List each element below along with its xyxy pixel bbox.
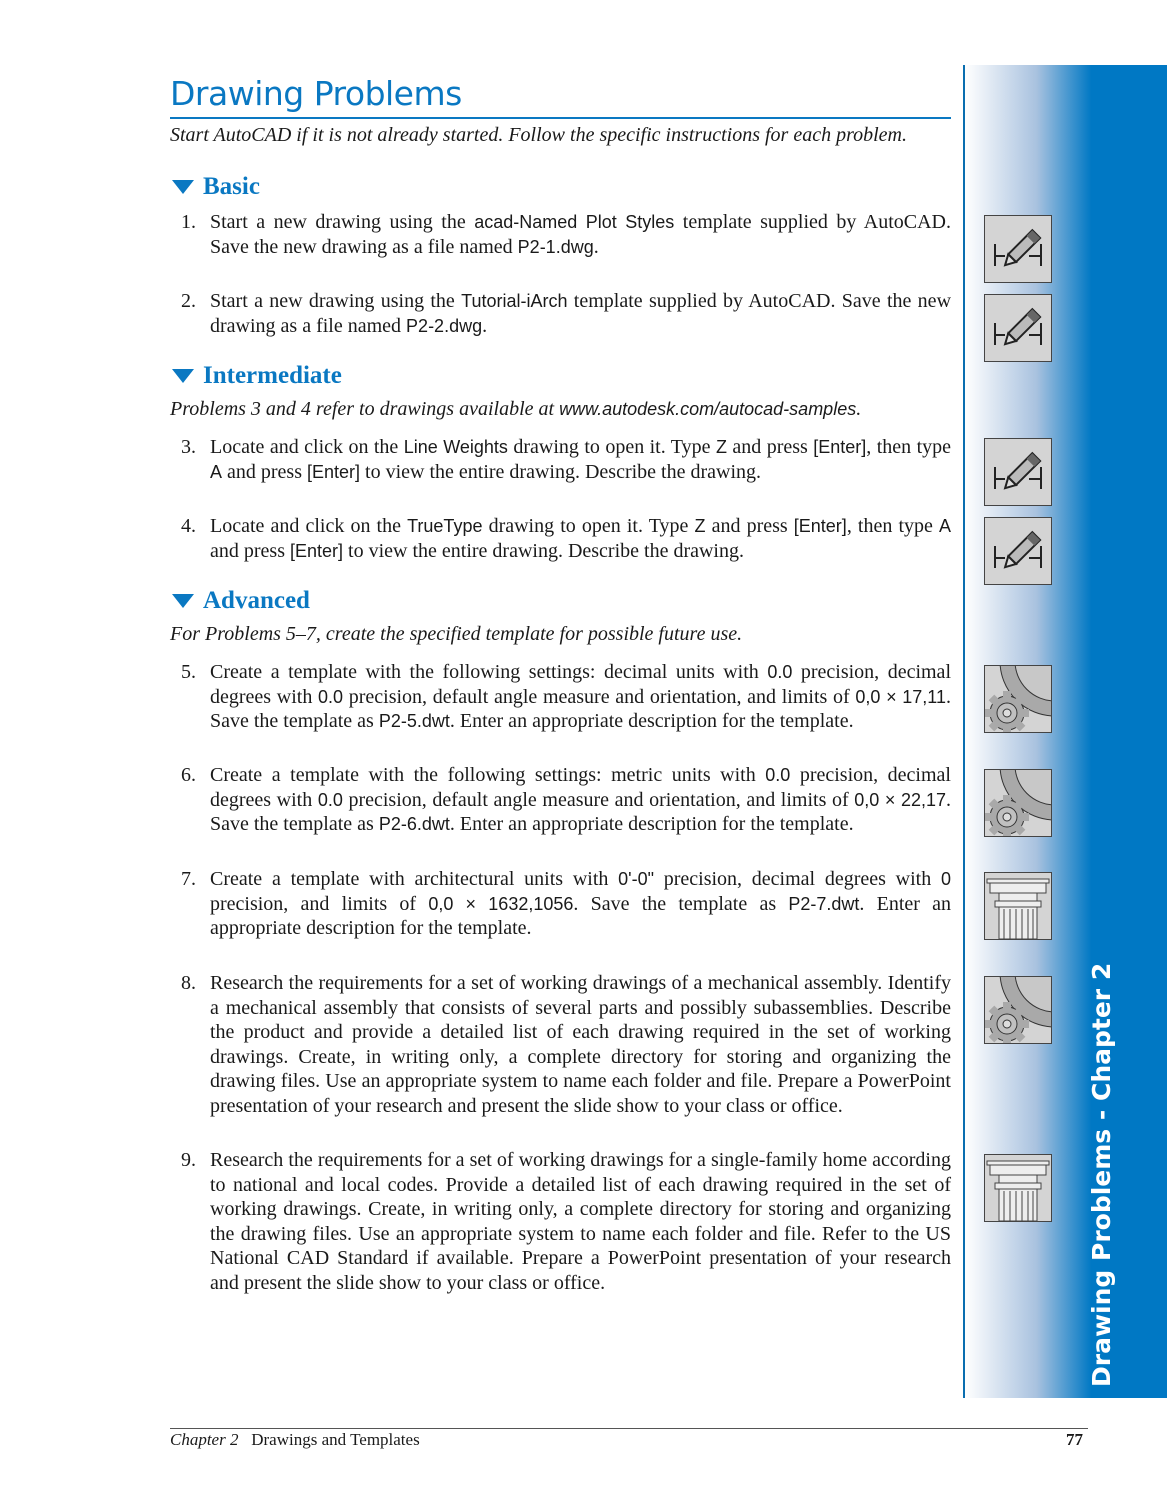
problem-item [181, 210, 951, 259]
text-run: . Save the template as [573, 892, 789, 915]
text-run: Research the requirements for a set of working drawings for a single-family home according to national and local codes. Provide a detailed list of each drawing required in the set of working drawings. Create, in writing only, a complete directory for storing and organizing the drawing files. Use an appropriate system to name each folder and file. Refer to the US National CAD Standard if available. Prepare a PowerPoint presentation of your research and present the slide show to your class or office. [210, 1149, 951, 1294]
text-run: precision, decimal degrees with [210, 764, 951, 811]
item-number: 5. [181, 661, 196, 683]
item-number: 1. [181, 211, 196, 233]
gears-icon [984, 769, 1052, 837]
pencil-dimension-icon [984, 215, 1052, 283]
pencil-dimension-icon [984, 294, 1052, 362]
triangle-icon [172, 369, 194, 383]
heading-label: Basic [203, 173, 260, 200]
text-run: to view the entire drawing. Describe the drawing. [343, 539, 744, 562]
item-text [210, 763, 951, 837]
text-run: and press [705, 515, 794, 537]
code-term: [Enter] [813, 437, 867, 457]
problem-item [181, 763, 951, 837]
code-term: 0.0 [765, 765, 791, 785]
code-term: 0'-0" [618, 869, 654, 889]
column-icon [984, 872, 1052, 940]
code-term: P2-6.dwt [378, 814, 450, 835]
code-term: 0,0 × 17,11 [855, 686, 946, 707]
gears-icon [984, 665, 1052, 733]
heading-label: Advanced [203, 587, 310, 614]
problem-item [181, 660, 951, 734]
pencil-dimension-icon [984, 438, 1052, 506]
problem-item [181, 514, 951, 563]
code-term: P2-5.dwt [378, 711, 450, 732]
code-term: Z [694, 516, 706, 536]
code-term: [Enter] [289, 540, 344, 561]
item-text [210, 514, 951, 563]
item-text [210, 1148, 951, 1296]
text-run: to view the entire drawing. Describe the drawing. [360, 460, 762, 483]
text-run: , then type [846, 515, 939, 537]
code-term: 0.0 [317, 789, 343, 810]
code-term: 0,0 × 22,17 [854, 789, 946, 810]
code-term: TrueType [407, 516, 483, 536]
text-run: Create a template with the following settings: decimal units with [210, 661, 768, 683]
code-term: A [938, 516, 951, 536]
footer-chapter: Chapter 2 [170, 1430, 239, 1449]
text-run: precision, decimal degrees with [210, 661, 951, 708]
item-text [210, 971, 951, 1119]
item-number: 9. [181, 1149, 196, 1171]
code-term: P2-2.dwg [406, 315, 483, 336]
item-text [210, 210, 951, 259]
text-run: Locate and click on the [210, 436, 404, 458]
text-run: Create a template with the following settings: metric units with [210, 764, 766, 786]
text-run: Problems 3 and 4 refer to drawings available at [170, 398, 560, 420]
item-number: 7. [181, 868, 196, 890]
text-run: and press [210, 539, 290, 562]
text-run: drawing to open it. Type [507, 436, 716, 458]
text-run: precision, and limits of [210, 892, 429, 915]
text-run: . Enter an appropriate description for the template. [449, 710, 854, 733]
footer-title: Drawings and Templates [251, 1430, 420, 1449]
page-title: Drawing Problems [170, 74, 462, 113]
text-run: Start a new drawing using the [210, 211, 475, 233]
column-icon [984, 1154, 1052, 1222]
heading-intermediate [172, 362, 342, 390]
problem-item [181, 1148, 951, 1296]
text-run: . Enter an appropriate description for the template. [210, 892, 952, 940]
item-number: 4. [181, 515, 196, 537]
text-run: template supplied by AutoCAD. Save the new drawing as a file named [210, 211, 952, 258]
text-run: and press [726, 436, 814, 458]
footer-left [170, 1430, 420, 1450]
page-number: 77 [1066, 1430, 1083, 1449]
triangle-icon [172, 180, 194, 194]
advanced-note: For Problems 5–7, create the specified template for possible future use. [170, 623, 743, 645]
text-run: Create a template with architectural units with [210, 868, 619, 890]
text-run: drawing to open it. Type [482, 515, 695, 537]
code-term: P2-1.dwg [517, 236, 594, 257]
problem-item [181, 435, 951, 484]
code-term: acad-Named Plot Styles [474, 212, 675, 232]
text-run: Start a new drawing using the [210, 290, 462, 312]
item-number: 3. [181, 436, 196, 458]
item-number: 8. [181, 972, 196, 994]
text-run: and press [222, 460, 307, 483]
text-run: . [593, 235, 599, 258]
problem-item [181, 867, 951, 941]
item-text [210, 289, 951, 338]
footer-rule [170, 1428, 1088, 1429]
heading-basic [172, 173, 260, 201]
text-run: Locate and click on the [210, 515, 408, 537]
gears-icon [984, 976, 1052, 1044]
intermediate-note [170, 398, 951, 421]
item-text [210, 867, 951, 941]
heading-advanced [172, 587, 310, 615]
heading-label: Intermediate [203, 362, 342, 389]
code-term: Tutorial-iArch [461, 291, 568, 311]
code-term: 0.0 [318, 686, 344, 707]
text-run: precision, default angle measure and orientation, and limits of [342, 788, 855, 811]
text-run: Research the requirements for a set of working drawings of a mechanical assembly. Identify a mechanical assembly that consists of several parts and possibly subassemblies. Describe the product and provide a detailed list of each drawing required in the set of working drawings. Create, in writing only, a complete directory for storing and organizing the drawing files. Use an appropriate system to name each folder and file. Prepare a PowerPoint presentation of your research and present the slide show to your class or office. [210, 972, 951, 1117]
code-term: Z [715, 437, 727, 457]
item-number: 6. [181, 764, 196, 786]
item-text [210, 660, 951, 734]
title-rule [170, 117, 951, 119]
triangle-icon [172, 594, 194, 608]
problem-item [181, 289, 951, 338]
text-run: . Save the template as [210, 788, 951, 836]
item-number: 2. [181, 290, 196, 312]
code-term: A [210, 461, 223, 482]
code-term: P2-7.dwt [788, 893, 860, 914]
problem-item [181, 971, 951, 1119]
code-term: [Enter] [793, 516, 847, 536]
text-run: precision, default angle measure and orientation, and limits of [343, 685, 856, 708]
text-run: , then type [866, 436, 951, 458]
code-term: 0.0 [767, 662, 793, 682]
item-text [210, 435, 951, 484]
text-run: precision, decimal degrees with [653, 868, 941, 890]
code-term: Line Weights [403, 437, 508, 457]
text-run: . [856, 398, 862, 420]
code-term: 0,0 × 1632,1056 [428, 893, 574, 914]
code-term: www.autodesk.com/autocad-samples [559, 399, 857, 419]
text-run: . Save the template as [210, 685, 951, 733]
text-run: . [482, 314, 488, 337]
code-term: [Enter] [307, 461, 361, 482]
code-term: 0 [940, 869, 951, 889]
sidebar-label: Drawing Problems - Chapter 2 [1087, 962, 1116, 1387]
intro-text: Start AutoCAD if it is not already started. Follow the specific instructions for each problem. [170, 124, 907, 146]
text-run: . Enter an appropriate description for the template. [449, 813, 854, 836]
pencil-dimension-icon [984, 517, 1052, 585]
text-run: template supplied by AutoCAD. Save the new drawing as a file named [210, 290, 952, 337]
